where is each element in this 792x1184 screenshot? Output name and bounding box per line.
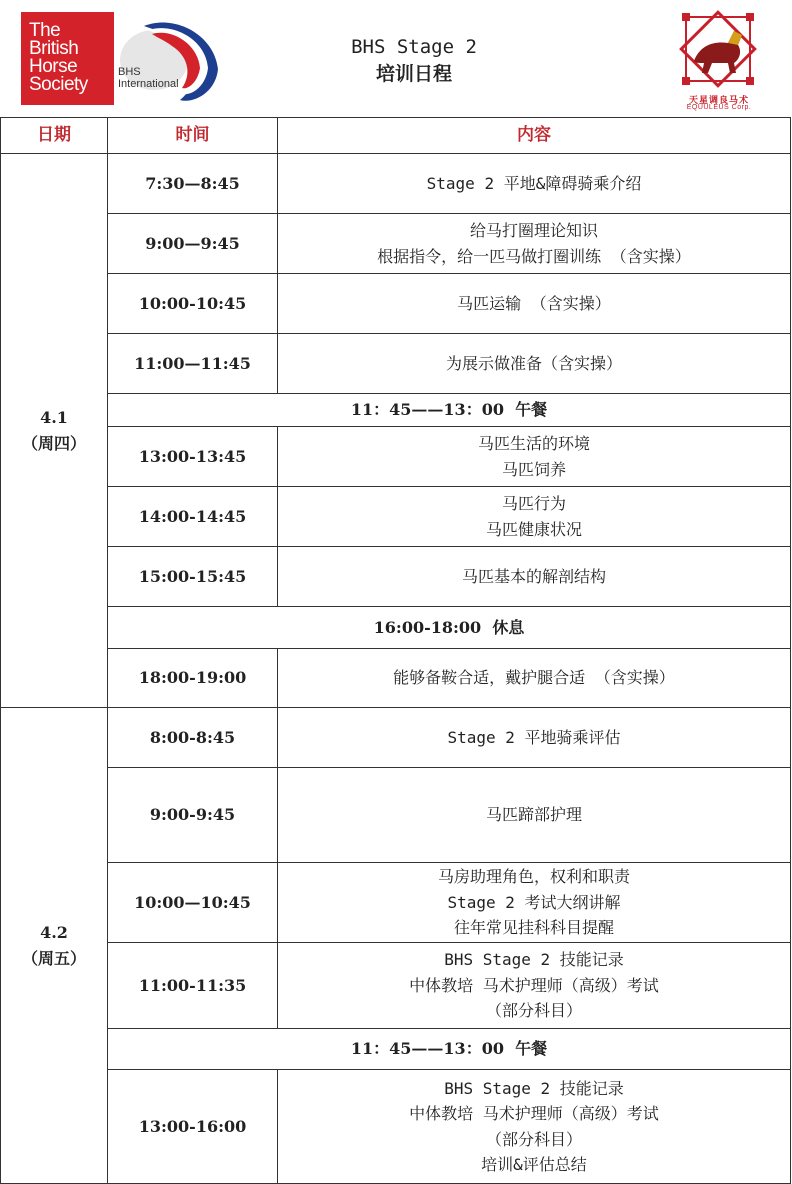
content-cell	[278, 943, 791, 1029]
content-cell	[278, 427, 791, 487]
content-line: 马匹行为	[501, 494, 566, 513]
content-line: 马匹健康状况	[485, 519, 582, 539]
table-header-row	[1, 118, 791, 154]
content-line: Stage 2 考试大纲讲解	[447, 892, 621, 912]
content-line: 马匹饲养	[501, 459, 566, 479]
weekday-label: （周五）	[21, 948, 86, 968]
content-line: BHS Stage 2 技能记录	[444, 1078, 624, 1098]
equuleus-name-cn: 天星调良马术	[688, 96, 749, 106]
content-cell	[278, 649, 791, 708]
content-line: Stage 2 平地&障碍骑乘介绍	[426, 173, 642, 193]
date-cell	[1, 708, 108, 1184]
content-line: 中体教培 马术护理师（高级）考试	[409, 1104, 659, 1123]
content-line: 马匹基本的解剖结构	[461, 566, 606, 586]
equuleus-horse-logo-icon	[672, 5, 764, 95]
content-cell	[278, 214, 791, 274]
content-line: 往年常见挂科科目提醒	[453, 918, 614, 938]
content-cell	[278, 154, 791, 214]
table-row	[1, 334, 791, 394]
title-line-2: 培训日程	[375, 63, 452, 85]
content-cell	[278, 1070, 791, 1184]
date-label: 4.2	[40, 923, 68, 942]
content-line: 根据指令，给一匹马做打圈训练 （含实操）	[377, 246, 691, 266]
break-row	[1, 607, 791, 649]
table-row	[1, 274, 791, 334]
content-line: 中体教培 马术护理师（高级）考试	[409, 975, 659, 995]
content-line: 能够备鞍合适，戴护腿合适 （含实操）	[393, 668, 675, 688]
time-cell: 11:00—11:45	[108, 334, 278, 394]
content-line: 为展示做准备（含实操）	[445, 353, 622, 373]
content-line: 马匹蹄部护理	[485, 805, 582, 825]
header-content: 内容	[278, 118, 791, 154]
schedule-body	[1, 118, 791, 1184]
time-cell: 11:00-11:35	[108, 943, 278, 1029]
table-row	[1, 943, 791, 1029]
content-line: 马匹生活的环境	[477, 434, 590, 453]
table-row	[1, 863, 791, 943]
table-row	[1, 547, 791, 607]
bhs-logo-line: The	[29, 20, 61, 41]
content-line: 培训&评估总结	[481, 1155, 587, 1174]
content-line: 给马打圈理论知识	[469, 221, 598, 240]
date-label: 4.1	[40, 408, 68, 427]
time-cell: 9:00—9:45	[108, 214, 278, 274]
content-line: 马房助理角色，权利和职责	[437, 867, 630, 887]
equuleus-name-en: EQUULEUS Corp.	[686, 104, 752, 111]
time-cell: 9:00-9:45	[108, 768, 278, 863]
table-row	[1, 154, 791, 214]
table-row	[1, 487, 791, 547]
page-header	[0, 0, 792, 118]
bhs-logo-line: British	[29, 38, 79, 59]
table-row	[1, 708, 791, 768]
bhs-logo-line: Horse	[29, 56, 78, 77]
time-cell: 7:30—8:45	[108, 154, 278, 214]
time-cell: 13:00-13:45	[108, 427, 278, 487]
table-row	[1, 427, 791, 487]
break-label: 11：45——13：00 午餐	[108, 394, 791, 427]
break-row	[1, 1029, 791, 1070]
break-row	[1, 394, 791, 427]
table-row	[1, 768, 791, 863]
content-cell	[278, 863, 791, 943]
date-cell	[1, 154, 108, 708]
content-cell	[278, 274, 791, 334]
content-line: （部分科目）	[485, 1001, 582, 1021]
content-cell	[278, 547, 791, 607]
content-line: BHS Stage 2 技能记录	[444, 950, 624, 970]
schedule-table	[0, 117, 791, 1184]
content-line: Stage 2 平地骑乘评估	[447, 727, 621, 747]
time-cell: 15:00-15:45	[108, 547, 278, 607]
content-cell	[278, 708, 791, 768]
content-cell	[278, 334, 791, 394]
time-cell: 8:00-8:45	[108, 708, 278, 768]
bhs-international-label: BHS International	[118, 66, 179, 90]
title-line-1: BHS Stage 2	[351, 36, 477, 58]
table-row	[1, 214, 791, 274]
header-time: 时间	[108, 118, 278, 154]
table-row	[1, 649, 791, 708]
content-cell	[278, 487, 791, 547]
content-line: （部分科目）	[485, 1129, 582, 1149]
time-cell: 18:00-19:00	[108, 649, 278, 708]
time-cell: 13:00-16:00	[108, 1070, 278, 1184]
time-cell: 10:00—10:45	[108, 863, 278, 943]
content-cell	[278, 768, 791, 863]
content-line: 马匹运输 （含实操）	[457, 293, 611, 313]
break-label: 16:00-18:00 休息	[108, 607, 791, 649]
bhs-logo-line: Society	[29, 74, 88, 95]
table-row	[1, 1070, 791, 1184]
time-cell: 14:00-14:45	[108, 487, 278, 547]
break-label: 11：45——13：00 午餐	[108, 1029, 791, 1070]
weekday-label: （周四）	[21, 433, 86, 453]
header-date: 日期	[1, 118, 108, 154]
time-cell: 10:00-10:45	[108, 274, 278, 334]
